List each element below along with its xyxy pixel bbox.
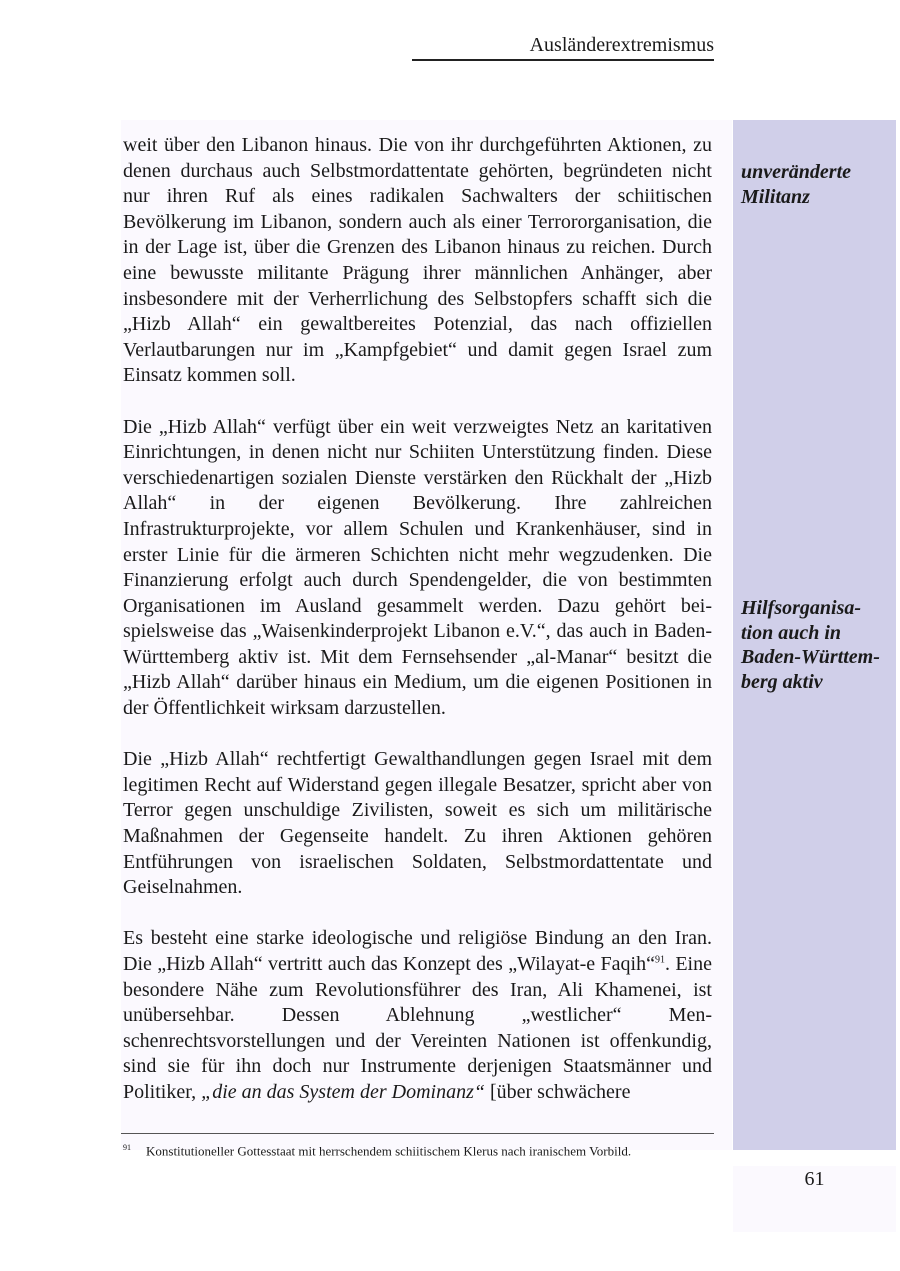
paragraph: Die „Hizb Allah“ rechtfertigt Gewalthandlungen gegen Israel mit dem legitimen Recht auf Widerstand gegen illegale Besatzer, spricht aber von Terror gegen unschuldige Zivilisten, soweit es sich um militärische Maßnahmen der Gegenseite handelt. Zu ihren Aktionen gehören Entführungen von israelischen Soldaten, Selbstmordattentate und Geiselnahmen. bbox=[123, 748, 712, 899]
marginal-line: berg aktiv bbox=[741, 670, 823, 693]
paragraph-text: [über schwächere bbox=[484, 1080, 631, 1103]
page-number: 61 bbox=[804, 1168, 825, 1190]
footnote bbox=[123, 1140, 723, 1159]
footnote-reference[interactable]: 91 bbox=[654, 954, 665, 966]
marginal-note-hilfsorganisation bbox=[741, 596, 896, 694]
body-text bbox=[123, 133, 712, 1131]
paragraph-text: Es besteht eine starke ideologische und religiöse Bindung an den Iran. Die „Hizb Allah“ vertritt auch das Konzept des „Wilayat-e Faqih“ bbox=[123, 927, 712, 975]
marginal-line: Militanz bbox=[741, 185, 810, 208]
paragraph-last bbox=[123, 926, 712, 1105]
paragraph: Die „Hizb Allah“ verfügt über ein weit verzweigtes Netz an karitativen Einrichtungen, in denen nicht nur Schiiten Unterstützung finden. Diese verschiedenartigen sozialen Dienste verstärken den Rückhalt der „Hizb Allah“ in der eigenen Bevölkerung. Ihre zahlreichen Infrastrukturprojekte, vor allem Schulen und Krankenhäuser, sind in erster Linie für die ärmeren Schichten nicht mehr wegzudenken. Die Finanzierung erfolgt auch durch Spendengelder, die von bestimmten Organisationen im Ausland gesammelt werden. Dazu gehört beispielsweise das „Waisenkinderprojekt Libanon e.V.“, das auch in Baden-Württemberg aktiv ist. Mit dem Fernsehsender „al-Manar“ besitzt die „Hizb Allah“ darüber hinaus ein Medium, um die eigenen Positionen in der Öffentlichkeit wirksam darzustellen. bbox=[123, 415, 712, 720]
running-head: Ausländerextremismus bbox=[412, 33, 714, 61]
footnote-text: Konstitutioneller Gottesstaat mit herrschendem schiitischem Klerus nach iranischem Vorbild. bbox=[146, 1143, 632, 1159]
quotation: „die an das System der Dominanz“ bbox=[201, 1080, 485, 1103]
footnote-rule bbox=[121, 1133, 714, 1134]
marginal-note-militanz bbox=[741, 160, 896, 209]
marginal-line: Hilfsorganisa- bbox=[741, 597, 862, 619]
footnote-number: 91 bbox=[123, 1143, 131, 1152]
paragraph: weit über den Libanon hinaus. Die von ihr durchgeführten Aktionen, zu denen durchaus auch Selbstmordattentate gehörten, begründeten nicht nur ihren Ruf als eines radikalen Sachwalters der schiitischen Bevölkerung im Libanon, sondern auch als einer Terrororganisation, die in der Lage ist, über die Grenzen des Libanon hinaus zu reichen. Durch eine bewusste militante Prägung ihrer männlichen Anhänger, aber insbesondere mit der Verherrlichung des Selbstopfers schafft sich die „Hizb Allah“ ein gewaltbereites Potenzial, das nach offiziellen Verlautbarungen nur im „Kampfgebiet“ und damit gegen Israel zum Einsatz kommen soll. bbox=[123, 134, 712, 387]
marginal-line: tion auch in bbox=[741, 621, 842, 644]
marginal-line: Baden-Württem- bbox=[741, 646, 880, 668]
marginal-line: unveränderte bbox=[741, 161, 851, 183]
paragraph-text: . Eine besondere Nähe zum Revolutionsführer des Iran, Ali Khamenei, ist unübersehbar. Dessen Ablehnung „westlicher“ Menschenrechtsvorstellungen und der Vereinten Nationen ist offenkundig, sind sie für ihn doch nur Instrumente derjenigen Staatsmänner und Politiker, bbox=[123, 953, 712, 1103]
